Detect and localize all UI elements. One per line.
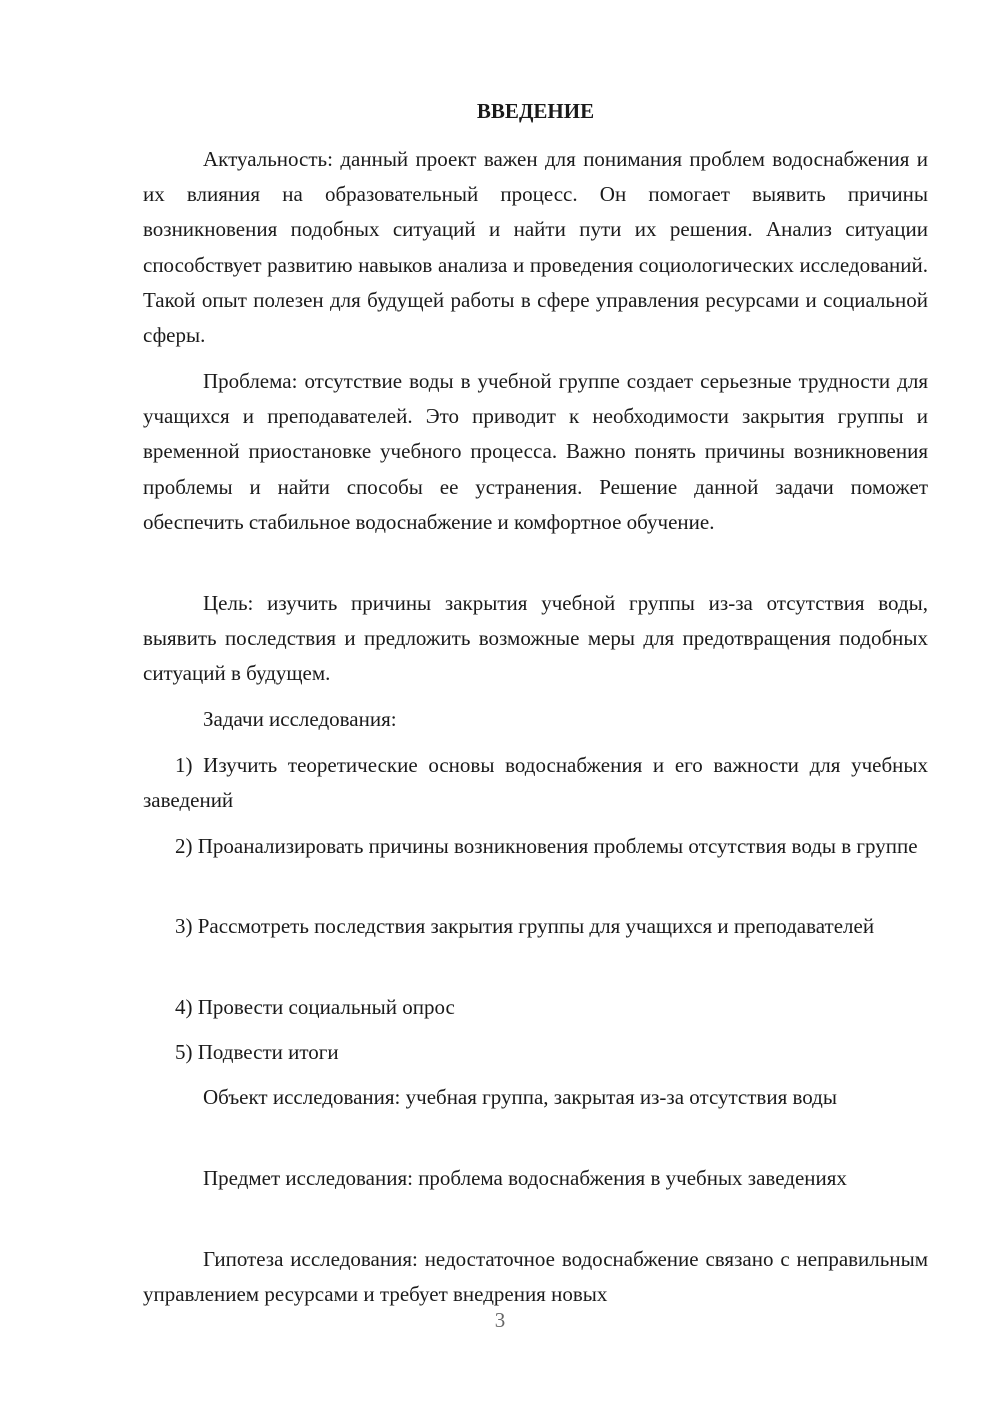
paragraph-hypothesis: Гипотеза исследования: недостаточное водоснабжение связано с неправильным управлением ресурсами и требует внедрения новых xyxy=(143,1247,928,1307)
task-item-1: 1) Изучить теоретические основы водоснабжения и его важности для учебных заведений xyxy=(143,753,928,813)
paragraph-goal: Цель: изучить причины закрытия учебной группы из-за отсутствия воды, выявить последствия и предложить возможные меры для предотвращения подобных ситуаций в будущем. xyxy=(143,591,928,686)
paragraph-relevance: Актуальность: данный проект важен для понимания проблем водоснабжения и их влияния на образовательный процесс. Он помогает выявить причины возникновения подобных ситуаций и найти пути их решения. Анализ ситуации способствует развитию навыков анализа и проведения социологических исследований. Такой опыт полезен для будущей работы в сфере управления ресурсами и социальной сферы. xyxy=(143,147,928,348)
paragraph-object: Объект исследования: учебная группа, закрытая из-за отсутствия воды xyxy=(203,1085,837,1109)
paragraph-subject: Предмет исследования: проблема водоснабжения в учебных заведениях xyxy=(203,1166,847,1190)
task-item-5: 5) Подвести итоги xyxy=(175,1040,339,1064)
section-title: ВВЕДЕНИЕ xyxy=(476,99,595,123)
page-number: 3 xyxy=(494,1308,506,1332)
task-item-3: 3) Рассмотреть последствия закрытия группы для учащихся и преподавателей xyxy=(175,914,875,938)
task-item-4: 4) Провести социальный опрос xyxy=(175,995,455,1019)
tasks-heading: Задачи исследования: xyxy=(203,707,397,731)
task-item-2: 2) Проанализировать причины возникновения проблемы отсутствия воды в группе xyxy=(175,834,918,858)
paragraph-problem: Проблема: отсутствие воды в учебной группе создает серьезные трудности для учащихся и преподавателей. Это приводит к необходимости закрытия группы и временной приостановке учебного процесса. Важно понять причины возникновения проблемы и найти способы ее устранения. Решение данной задачи поможет обеспечить стабильное водоснабжение и комфортное обучение. xyxy=(143,369,928,534)
